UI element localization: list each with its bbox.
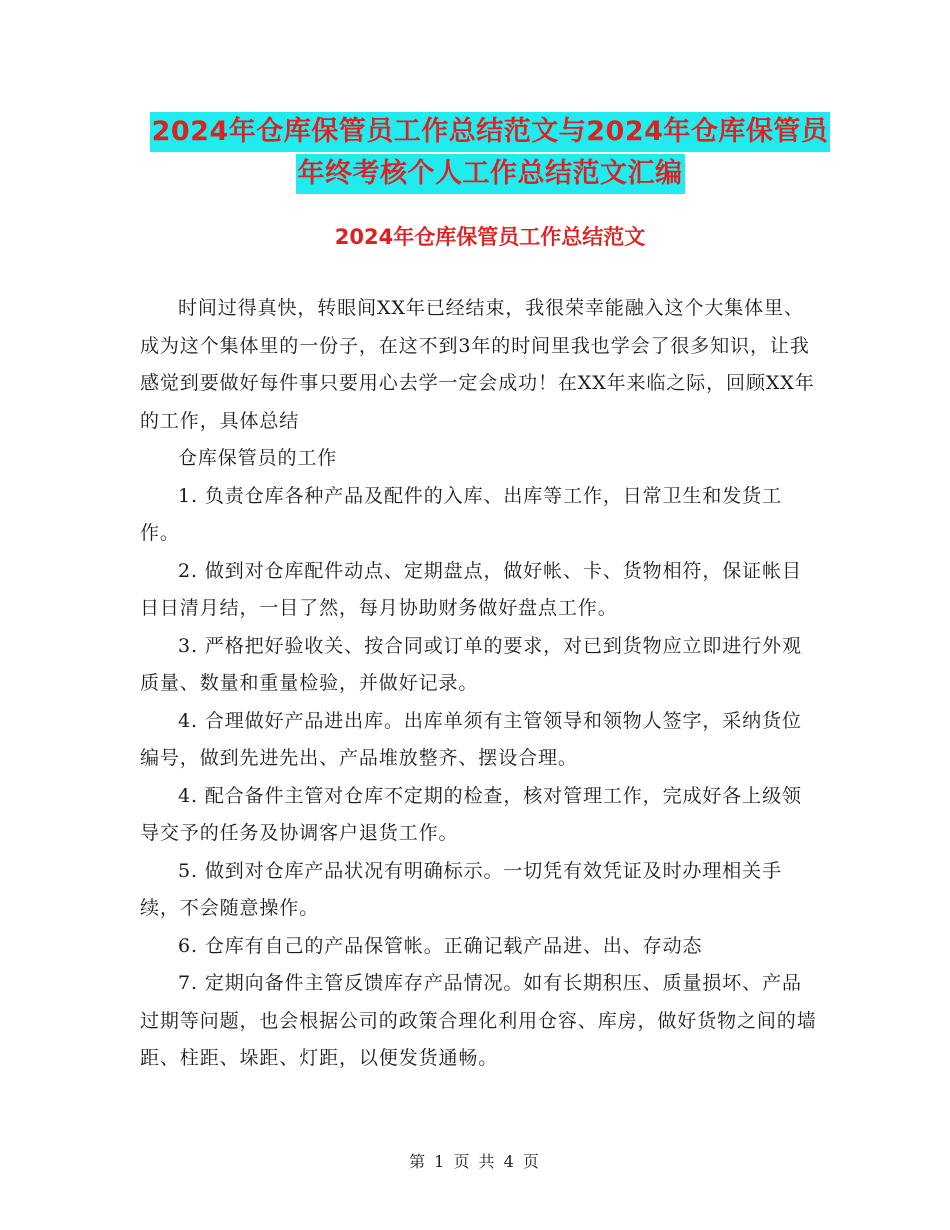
paragraph-duties-heading: 仓库保管员的工作	[178, 447, 338, 469]
paragraph-item-4a: 4. 合理做好产品进出库。出库单须有主管领导和领物人签字，采纳货位编号，做到先进先出、产品堆放整齐、摆设合理。	[140, 709, 802, 769]
paragraph-item-4b: 4. 配合备件主管对仓库不定期的检查，核对管理工作，完成好各上级领导交予的任务及协调客户退货工作。	[140, 784, 802, 844]
document-body	[140, 290, 820, 1078]
page-indicator: 第 1 页 共 4 页	[409, 1152, 541, 1171]
section-heading: 2024年仓库保管员工作总结范文	[334, 225, 646, 249]
paragraph-item-1: 1. 负责仓库各种产品及配件的入库、出库等工作，日常卫生和发货工作。	[140, 484, 782, 544]
paragraph-item-6: 6. 仓库有自己的产品保管帐。正确记载产品进、出、存动态	[178, 934, 703, 957]
paragraph-intro: 时间过得真快，转眼间XX年已经结束，我很荣幸能融入这个大集体里、成为这个集体里的一份子，在这不到3年的时间里我也学会了很多知识，让我感觉到要做好每件事只要用心去学一定会成功！在XX年来临之际，回顾XX年的工作，具体总结	[140, 297, 815, 432]
paragraph-item-3: 3. 严格把好验收关、按合同或订单的要求，对已到货物应立即进行外观质量、数量和重量检验，并做好记录。	[140, 634, 802, 694]
document-title	[140, 112, 840, 194]
title-line-2: 年终考核个人工作总结范文汇编	[296, 154, 685, 194]
paragraph-item-5: 5. 做到对仓库产品状况有明确标示。一切凭有效凭证及时办理相关手续，不会随意操作。	[140, 859, 782, 919]
paragraph-item-7: 7. 定期向备件主管反馈库存产品情况。如有长期积压、质量损坏、产品过期等问题，也会根据公司的政策合理化利用仓容、库房，做好货物之间的墙距、柱距、垛距、灯距，以便发货通畅。	[140, 972, 817, 1069]
paragraph-item-2: 2. 做到对仓库配件动点、定期盘点，做好帐、卡、货物相符，保证帐目日日清月结，一目了然，每月协助财务做好盘点工作。	[140, 559, 802, 619]
title-line-1: 2024年仓库保管员工作总结范文与2024年仓库保管员	[150, 112, 831, 152]
